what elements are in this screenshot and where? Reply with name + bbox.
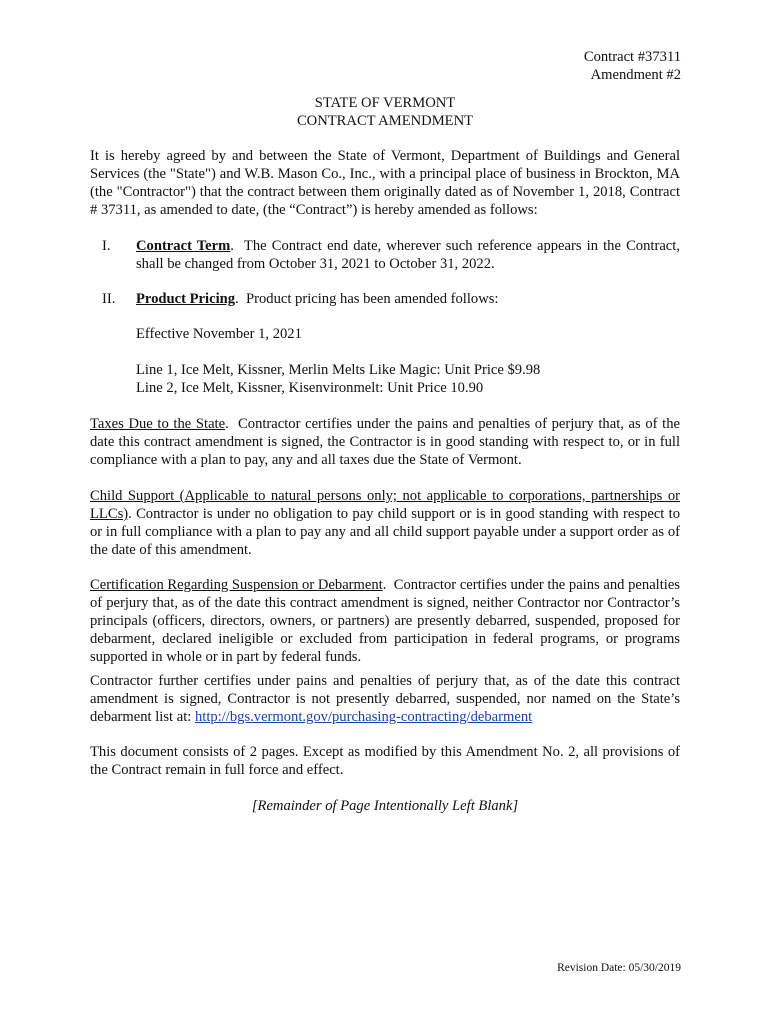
- item-heading: Product Pricing: [136, 291, 236, 307]
- title-line-1: STATE OF VERMONT: [314, 95, 456, 111]
- item-number: I.: [102, 238, 111, 254]
- certification-heading: Certification Regarding Suspension or Debarment: [90, 577, 383, 593]
- child-support-heading: Child Support (Applicable to natural persons only; not applicable to corporations, partnerships or LLCs): [90, 488, 680, 522]
- item-contract-term: I. Contract Term. The Contract end date, wherever such reference appears in the Contract, shall be changed from October 31, 2021 to October 31, 2022.: [102, 238, 680, 272]
- debarment-link[interactable]: http://bgs.vermont.gov/purchasing-contracting/debarment: [194, 709, 533, 725]
- item-number: II.: [102, 291, 116, 307]
- pricing-line-2: Line 2, Ice Melt, Kissner, Kisenvironmelt: Unit Price 10.90: [136, 380, 484, 396]
- contract-number: Contract #37311: [583, 49, 681, 65]
- further-certification-paragraph: [90, 672, 680, 726]
- certification-text: Contractor certifies under the pains and penalties of perjury that, as of the date this contract amendment is signed, neither Contractor nor Contractor’s principals (officers, directors, owners, or partners) are presently debarred, suspended, proposed for debarment, declared ineligible or excluded from participation in federal programs, or programs supported in whole or in part by federal funds.: [90, 577, 680, 665]
- revision-date: Revision Date: 05/30/2019: [557, 962, 681, 974]
- taxes-paragraph: Taxes Due to the State. Contractor certifies under the pains and penalties of perjury that, as of the date this contract amendment is signed, the Contractor is in good standing with respect to, or in full compliance with a plan to pay, any and all taxes due the State of Vermont.: [90, 416, 680, 468]
- pricing-effective-date: Effective November 1, 2021: [136, 326, 302, 342]
- certification-paragraph: Certification Regarding Suspension or Debarment. Contractor certifies under the pains and penalties of perjury that, as of the date this contract amendment is signed, neither Contractor nor Contractor’s principals (officers, directors, owners, or partners) are presently debarred, suspended, proposed for debarment, declared ineligible or excluded from participation in federal programs, or programs supported in whole or in part by federal funds.: [90, 577, 680, 665]
- taxes-heading: Taxes Due to the State: [90, 416, 226, 432]
- contract-header: [584, 48, 681, 84]
- intro-paragraph: It is hereby agreed by and between the State of Vermont, Department of Buildings and General Services (the "State") and W.B. Mason Co., Inc., with a principal place of business in Brockton, MA (the "Contractor") that the contract between them originally dated as of November 1, 2018, Contract # 37311, as amended to date, (the “Contract”) is hereby amended as follows:: [90, 148, 680, 218]
- item-text: The Contract end date, wherever such reference appears in the Contract, shall be changed from October 31, 2021 to October 31, 2022.: [136, 238, 680, 272]
- child-support-text: Contractor is under no obligation to pay child support or is in good standing with respect to or in full compliance with a plan to pay any and all child support payable under a support order as of the date of this amendment.: [90, 506, 681, 558]
- item-text: Product pricing has been amended follows:: [246, 291, 499, 307]
- title-line-2: CONTRACT AMENDMENT: [296, 113, 474, 129]
- item-product-pricing: II. Product Pricing. Product pricing has been amended follows:: [102, 291, 499, 307]
- taxes-text: Contractor certifies under the pains and penalties of perjury that, as of the date this contract amendment is signed, the Contractor is in good standing with respect to, or in full compliance with a plan to pay, any and all taxes due the State of Vermont.: [90, 416, 680, 468]
- document-title: [0, 94, 770, 130]
- child-support-paragraph: Child Support (Applicable to natural persons only; not applicable to corporations, partnerships or LLCs). Contractor is under no obligation to pay child support or is in good standing with respect to or in full compliance with a plan to pay any and all child support payable under a support order as of the date of this amendment.: [90, 488, 681, 558]
- amendment-number: Amendment #2: [590, 67, 681, 83]
- remainder-notice: [Remainder of Page Intentionally Left Blank]: [251, 798, 519, 814]
- closing-paragraph: This document consists of 2 pages. Except as modified by this Amendment No. 2, all provisions of the Contract remain in full force and effect.: [90, 744, 680, 778]
- further-text: Contractor further certifies under pains and penalties of perjury that, as of the date this contract amendment is signed, Contractor is not presently debarred, suspended, nor named on the State’s debarment list at:: [90, 673, 680, 725]
- item-heading: Contract Term: [136, 238, 231, 254]
- pricing-line-1: Line 1, Ice Melt, Kissner, Merlin Melts Like Magic: Unit Price $9.98: [136, 362, 541, 378]
